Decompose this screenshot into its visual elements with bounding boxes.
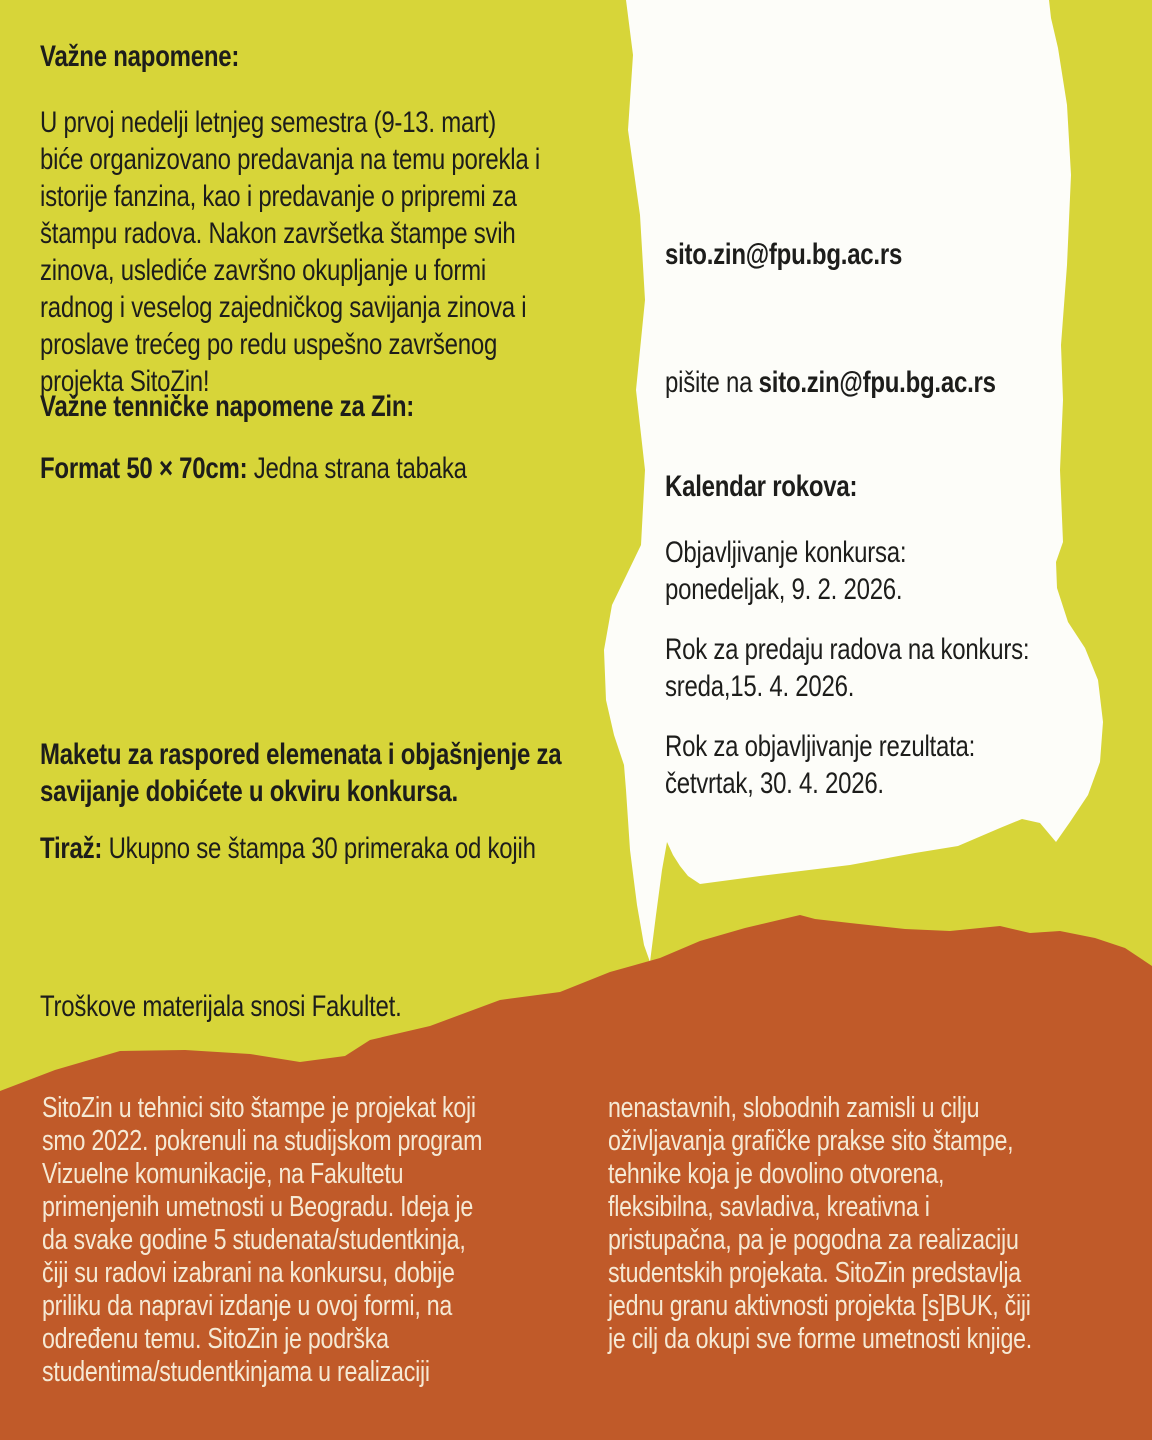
text-line: pristupačna, pa je pogodna za realizaciju	[608, 1224, 1019, 1256]
text-line: istorije fanzina, kao i predavanje o pripremi za	[40, 180, 517, 213]
text-line: savijanje dobićete u okviru konkursa.	[40, 775, 458, 808]
text-line: tehnike koja je dovolino otvorena,	[608, 1158, 945, 1190]
text-line: Rok za objavljivanje rezultata:	[665, 730, 976, 763]
text-line: smo 2022. pokrenuli na studijskom program	[42, 1125, 483, 1157]
bottom-left-paragraph-sitozin	[42, 1092, 592, 1389]
text-line: Vizuelne komunikacije, na Fakultetu	[42, 1158, 404, 1190]
text-line: jednu granu aktivnosti projekta [s]BUK, čiji	[608, 1290, 1031, 1322]
calendar-item-predaja	[665, 631, 1120, 705]
calendar-item-objavljivanje	[665, 534, 967, 608]
text-line: zinova, uslediće završno okupljanje u formi	[40, 254, 486, 287]
text-line: četvrtak, 30. 4. 2026.	[665, 767, 884, 800]
text-line: Važne tenničke napomene za Zin:	[40, 390, 414, 423]
bottom-right-paragraph-sitozin	[608, 1092, 1138, 1356]
right-paragraph-address	[665, 236, 961, 273]
text-line: sreda,15. 4. 2026.	[665, 670, 855, 703]
text-line: ponedeljak, 9. 2. 2026.	[665, 573, 903, 606]
text-line: Troškove materijala snosi Fakultet.	[40, 990, 402, 1023]
text-line: biće organizovano predavanja na temu porekla i	[40, 143, 540, 176]
text-line: Objavljivanje konkursa:	[665, 536, 907, 569]
right-paragraph-questions	[665, 364, 1078, 401]
text-line: priliku da napravi izdanje u ovoj formi, na	[42, 1290, 453, 1322]
text-line: čiji su radovi izabrani na konkursu, dobije	[42, 1257, 455, 1289]
text-line: sito.zin@fpu.bg.ac.rs	[665, 238, 903, 271]
calendar-item-rezultati	[665, 728, 1053, 802]
text-line: SitoZin u tehnici sito štampe je projekat koji	[42, 1092, 476, 1124]
text-line: štampu radova. Nakon završetka štampe svih	[40, 217, 516, 250]
text-line: Kalendar rokova:	[665, 470, 858, 503]
text-line: određenu temu. SitoZin je podrška	[42, 1323, 389, 1355]
left-heading-vazne-napomene	[40, 38, 289, 75]
text-line: projekta SitoZin!	[40, 365, 210, 398]
left-paragraph-format	[40, 450, 573, 487]
text-line: primenjenih umetnosti u Beogradu. Ideja je	[42, 1191, 473, 1223]
right-heading-kalendar	[665, 468, 905, 505]
text-line: je cilj da okupi sve forme umetnosti knjige.	[608, 1323, 1032, 1355]
text-line: radnog i veselog zajedničkog savijanja zinova i	[40, 291, 527, 324]
text-line: proslave trećeg po redu uspešno završenog	[40, 328, 498, 361]
text-line: Maketu za raspored elemenata i objašnjenje za	[40, 738, 562, 771]
text-line: Tiraž: Ukupno se štampa 30 primeraka od kojih	[40, 832, 536, 865]
text-line: studentima/studentkinjama u realizaciji	[42, 1356, 430, 1388]
left-paragraph-semestar	[40, 104, 665, 400]
left-paragraph-tiraz	[40, 830, 660, 867]
left-paragraph-maketa	[40, 736, 692, 810]
left-footer-troskovi	[40, 988, 492, 1025]
text-line: Važne napomene:	[40, 40, 240, 73]
text-line: da svake godine 5 studenata/studentkinja,	[42, 1224, 466, 1256]
text-line: Format 50 × 70cm: Jedna strana tabaka	[40, 452, 467, 485]
text-line: fleksibilna, savladiva, kreativna i	[608, 1191, 930, 1223]
left-heading-tehnicke-napomene	[40, 388, 508, 425]
text-line: Rok za predaju radova na konkurs:	[665, 633, 1030, 666]
text-line: nenastavnih, slobodnih zamisli u cilju	[608, 1092, 980, 1124]
text-line: studentskih projekata. SitoZin predstavlja	[608, 1257, 1021, 1289]
text-line: oživljavanja grafičke prakse sito štampe,	[608, 1125, 1014, 1157]
text-line: U prvoj nedelji letnjeg semestra (9-13. mart)	[40, 106, 497, 139]
text-line: pišite na sito.zin@fpu.bg.ac.rs	[665, 366, 996, 399]
